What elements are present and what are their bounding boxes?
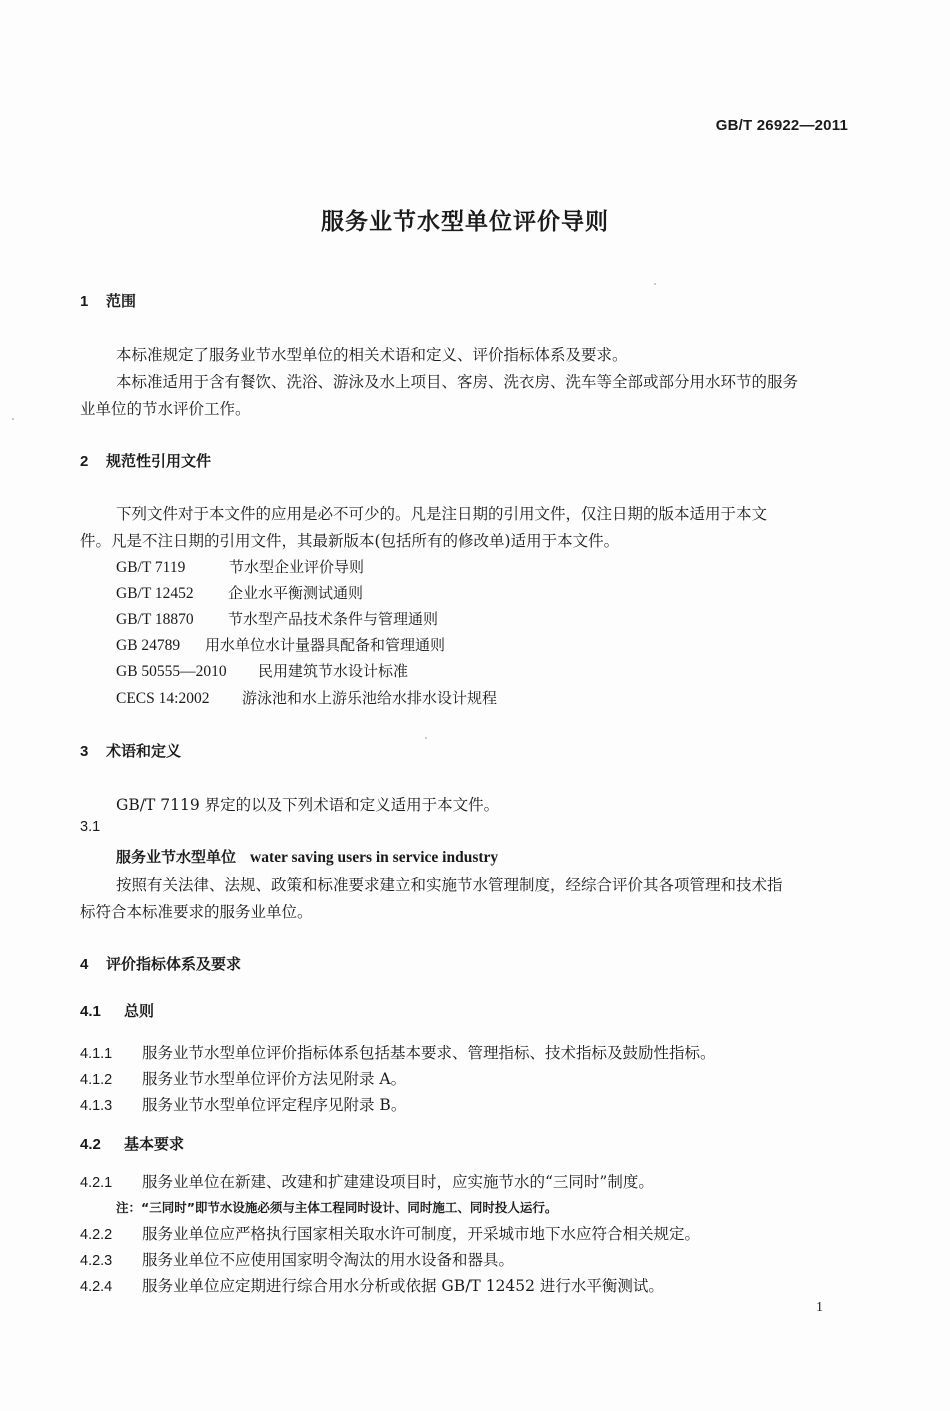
term-definition: 按照有关法律、法规、政策和标准要求建立和实施节水管理制度，经综合评价其各项管理和技术指: [116, 876, 783, 894]
section-title: 规范性引用文件: [106, 452, 212, 470]
section-number: 1: [80, 293, 89, 310]
clause-text: 服务业节水型单位评价指标体系包括基本要求、管理指标、技术指标及鼓励性指标。: [142, 1044, 716, 1062]
clause-item: [80, 1170, 654, 1192]
paragraph: 本标准规定了服务业节水型单位的相关术语和定义、评价指标体系及要求。: [116, 346, 628, 364]
paragraph: GB/T 7119 界定的以及下列术语和定义适用于本文件。: [116, 796, 500, 814]
subsection-4-2-heading: [80, 1133, 184, 1154]
reference-item: [116, 608, 438, 629]
document-title: 服务业节水型单位评价导则: [321, 209, 609, 235]
reference-code: CECS 14:2002: [116, 690, 210, 707]
subsection-number: 4.2: [80, 1136, 101, 1153]
reference-code: GB 50555—2010: [116, 663, 227, 680]
clause-item: [80, 1248, 514, 1270]
clause-number: 4.1.3: [80, 1098, 113, 1114]
paragraph: 下列文件对于本文件的应用是必不可少的。凡是注日期的引用文件，仅注日期的版本适用于本文: [116, 505, 768, 523]
reference-code: GB 24789: [116, 637, 181, 654]
reference-item: [116, 556, 364, 577]
clause-item: [80, 1067, 406, 1089]
section-number: 3: [80, 743, 89, 760]
subsection-title: 基本要求: [124, 1135, 185, 1153]
clause-text: 服务业单位不应使用国家明令淘汰的用水设备和器具。: [142, 1251, 515, 1269]
section-2-heading: [80, 450, 211, 471]
reference-title: 节水型企业评价导则: [229, 558, 365, 576]
term-definition: 标符合本标准要求的服务业单位。: [80, 903, 313, 921]
clause-item: [80, 1041, 716, 1063]
reference-code: GB/T 18870: [116, 611, 194, 628]
reference-item: [116, 634, 445, 655]
clause-text: 服务业单位在新建、改建和扩建建设项目时，应实施节水的“三同时”制度。: [142, 1173, 654, 1191]
clause-item: [80, 1093, 406, 1115]
clause-text: 服务业节水型单位评价方法见附录 A。: [142, 1070, 407, 1088]
reference-title: 企业水平衡测试通则: [228, 584, 364, 602]
reference-code: GB/T 12452: [116, 585, 194, 602]
page-number: 1: [816, 1300, 823, 1315]
note: 注：“三同时”即节水设施必须与主体工程同时设计、同时施工、同时投人运行。: [116, 1200, 558, 1215]
term-chinese: 服务业节水型单位: [116, 848, 237, 866]
section-1-heading: [80, 290, 136, 311]
section-title: 术语和定义: [106, 742, 182, 760]
scan-speck: [12, 418, 14, 420]
clause-number: 4.1.1: [80, 1046, 113, 1062]
clause-number: 4.2.1: [80, 1175, 113, 1191]
reference-title: 游泳池和水上游乐池给水排水设计规程: [242, 689, 498, 707]
standard-code: GB/T 26922—2011: [715, 117, 848, 134]
paragraph: 业单位的节水评价工作。: [80, 400, 251, 418]
scan-speck: [654, 283, 656, 285]
clause-text: 服务业单位应严格执行国家相关取水许可制度，开采城市地下水应符合相关规定。: [142, 1225, 701, 1243]
section-title: 范围: [106, 292, 137, 310]
clause-text: 服务业单位应定期进行综合用水分析或依据 GB/T 12452 进行水平衡测试。: [142, 1277, 664, 1295]
paragraph: 本标准适用于含有餐饮、洗浴、游泳及水上项目、客房、洗衣房、洗车等全部或部分用水环节的服务: [116, 373, 799, 391]
clause-text: 服务业节水型单位评定程序见附录 B。: [142, 1096, 407, 1114]
scan-speck: [425, 737, 427, 739]
subsection-title: 总则: [124, 1002, 155, 1020]
term-heading: [116, 846, 498, 867]
term-english: water saving users in service industry: [250, 849, 499, 866]
clause-number: 4.2.2: [80, 1227, 113, 1243]
section-title: 评价指标体系及要求: [106, 955, 242, 973]
section-4-heading: [80, 953, 241, 974]
section-3-heading: [80, 740, 181, 761]
clause-number: 4.2.3: [80, 1253, 113, 1269]
reference-item: [116, 687, 497, 708]
reference-item: [116, 660, 408, 681]
reference-title: 节水型产品技术条件与管理通则: [228, 610, 439, 628]
clause-number: 4.2.4: [80, 1279, 113, 1295]
reference-item: [116, 582, 363, 603]
reference-title: 用水单位水计量器具配备和管理通则: [205, 636, 446, 654]
clause-item: [80, 1222, 700, 1244]
reference-title: 民用建筑节水设计标准: [258, 662, 409, 680]
clause-number: 4.1.2: [80, 1072, 113, 1088]
section-number: 4: [80, 956, 89, 973]
section-number: 2: [80, 453, 89, 470]
reference-code: GB/T 7119: [116, 559, 186, 576]
clause-item: [80, 1274, 664, 1296]
subsection-4-1-heading: [80, 1000, 154, 1021]
subsection-number: 4.1: [80, 1003, 101, 1020]
term-number: 3.1: [80, 819, 101, 835]
paragraph: 件。凡是不注日期的引用文件，其最新版本(包括所有的修改单)适用于本文件。: [80, 532, 620, 550]
